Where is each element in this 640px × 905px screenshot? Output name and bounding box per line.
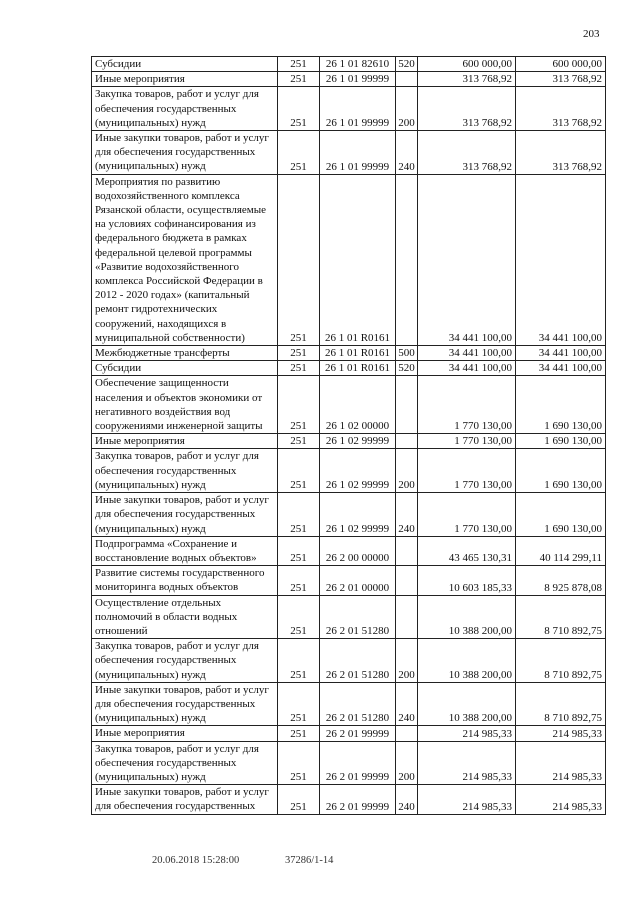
row-amount-actual: 34 441 100,00 xyxy=(516,346,606,361)
row-department-code: 251 xyxy=(278,131,320,175)
row-target-article: 26 2 01 99999 xyxy=(320,785,396,814)
table-row xyxy=(92,346,606,361)
row-target-article: 26 1 02 99999 xyxy=(320,449,396,493)
row-amount-actual: 214 985,33 xyxy=(516,741,606,785)
row-amount-actual: 214 985,33 xyxy=(516,785,606,814)
footer-datetime: 20.06.2018 15:28:00 xyxy=(152,855,240,866)
row-amount-plan: 214 985,33 xyxy=(418,741,516,785)
row-target-article: 26 1 01 R0161 xyxy=(320,346,396,361)
row-amount-actual: 600 000,00 xyxy=(516,57,606,72)
row-department-code: 251 xyxy=(278,361,320,376)
row-department-code: 251 xyxy=(278,566,320,595)
row-amount-plan: 214 985,33 xyxy=(418,726,516,741)
row-amount-actual: 8 710 892,75 xyxy=(516,595,606,639)
row-expense-type: 500 xyxy=(396,346,418,361)
row-department-code: 251 xyxy=(278,595,320,639)
row-expense-type: 200 xyxy=(396,87,418,131)
page-number: 203 xyxy=(583,28,600,40)
row-name: Закупка товаров, работ и услуг для обеспечения государственных (муниципальных) нужд xyxy=(92,87,278,131)
row-expense-type: 240 xyxy=(396,493,418,537)
row-expense-type xyxy=(396,72,418,87)
row-target-article: 26 1 02 99999 xyxy=(320,493,396,537)
row-expense-type: 520 xyxy=(396,361,418,376)
row-amount-actual: 1 690 130,00 xyxy=(516,449,606,493)
table-row xyxy=(92,536,606,565)
table-row xyxy=(92,682,606,726)
row-amount-actual: 1 690 130,00 xyxy=(516,493,606,537)
row-amount-plan: 313 768,92 xyxy=(418,131,516,175)
row-name: Закупка товаров, работ и услуг для обеспечения государственных (муниципальных) нужд xyxy=(92,639,278,683)
row-amount-actual: 8 925 878,08 xyxy=(516,566,606,595)
row-expense-type xyxy=(396,595,418,639)
row-target-article: 26 1 01 R0161 xyxy=(320,361,396,376)
row-amount-plan: 10 388 200,00 xyxy=(418,595,516,639)
row-amount-actual: 1 690 130,00 xyxy=(516,434,606,449)
row-target-article: 26 1 01 82610 xyxy=(320,57,396,72)
table-row xyxy=(92,72,606,87)
row-expense-type xyxy=(396,174,418,345)
row-expense-type: 240 xyxy=(396,785,418,814)
row-name: Иные закупки товаров, работ и услуг для обеспечения государственных (муниципальных) нужд xyxy=(92,493,278,537)
footer-document-code: 37286/1-14 xyxy=(285,855,334,866)
row-target-article: 26 1 01 99999 xyxy=(320,87,396,131)
table-row xyxy=(92,595,606,639)
row-target-article: 26 1 01 R0161 xyxy=(320,174,396,345)
row-department-code: 251 xyxy=(278,434,320,449)
row-department-code: 251 xyxy=(278,493,320,537)
row-amount-plan: 10 388 200,00 xyxy=(418,639,516,683)
row-name: Закупка товаров, работ и услуг для обеспечения государственных (муниципальных) нужд xyxy=(92,741,278,785)
row-amount-plan: 313 768,92 xyxy=(418,87,516,131)
row-target-article: 26 2 01 51280 xyxy=(320,595,396,639)
row-amount-plan: 10 388 200,00 xyxy=(418,682,516,726)
row-expense-type: 200 xyxy=(396,741,418,785)
table-row xyxy=(92,131,606,175)
row-amount-actual: 34 441 100,00 xyxy=(516,174,606,345)
row-amount-plan: 34 441 100,00 xyxy=(418,361,516,376)
row-department-code: 251 xyxy=(278,72,320,87)
row-amount-plan: 1 770 130,00 xyxy=(418,376,516,434)
row-target-article: 26 1 01 99999 xyxy=(320,72,396,87)
row-name: Субсидии xyxy=(92,57,278,72)
row-department-code: 251 xyxy=(278,57,320,72)
row-expense-type: 200 xyxy=(396,639,418,683)
row-department-code: 251 xyxy=(278,785,320,814)
row-department-code: 251 xyxy=(278,376,320,434)
row-amount-plan: 1 770 130,00 xyxy=(418,434,516,449)
table-row xyxy=(92,376,606,434)
row-name: Межбюджетные трансферты xyxy=(92,346,278,361)
row-name: Иные мероприятия xyxy=(92,434,278,449)
row-department-code: 251 xyxy=(278,741,320,785)
table-row xyxy=(92,57,606,72)
row-department-code: 251 xyxy=(278,726,320,741)
row-name: Субсидии xyxy=(92,361,278,376)
row-target-article: 26 1 01 99999 xyxy=(320,131,396,175)
table-row xyxy=(92,449,606,493)
row-amount-plan: 10 603 185,33 xyxy=(418,566,516,595)
table-row xyxy=(92,361,606,376)
row-name: Иные закупки товаров, работ и услуг для обеспечения государственных (муниципальных) нужд xyxy=(92,682,278,726)
row-department-code: 251 xyxy=(278,87,320,131)
row-amount-actual: 34 441 100,00 xyxy=(516,361,606,376)
table-row xyxy=(92,785,606,814)
budget-table-body xyxy=(92,57,606,815)
row-amount-plan: 600 000,00 xyxy=(418,57,516,72)
row-department-code: 251 xyxy=(278,682,320,726)
row-target-article: 26 2 01 51280 xyxy=(320,682,396,726)
row-amount-plan: 1 770 130,00 xyxy=(418,493,516,537)
table-row xyxy=(92,434,606,449)
row-amount-actual: 313 768,92 xyxy=(516,131,606,175)
row-expense-type xyxy=(396,726,418,741)
row-expense-type xyxy=(396,536,418,565)
row-target-article: 26 2 00 00000 xyxy=(320,536,396,565)
row-amount-actual: 214 985,33 xyxy=(516,726,606,741)
row-target-article: 26 2 01 99999 xyxy=(320,741,396,785)
row-target-article: 26 2 01 51280 xyxy=(320,639,396,683)
row-name: Иные мероприятия xyxy=(92,726,278,741)
row-target-article: 26 2 01 00000 xyxy=(320,566,396,595)
row-amount-actual: 313 768,92 xyxy=(516,87,606,131)
row-expense-type xyxy=(396,434,418,449)
row-name: Подпрограмма «Сохранение и восстановление водных объектов» xyxy=(92,536,278,565)
row-department-code: 251 xyxy=(278,536,320,565)
row-amount-actual: 1 690 130,00 xyxy=(516,376,606,434)
row-amount-actual: 40 114 299,11 xyxy=(516,536,606,565)
row-expense-type xyxy=(396,566,418,595)
row-expense-type: 240 xyxy=(396,131,418,175)
row-amount-plan: 1 770 130,00 xyxy=(418,449,516,493)
row-amount-actual: 313 768,92 xyxy=(516,72,606,87)
table-row xyxy=(92,87,606,131)
row-target-article: 26 1 02 99999 xyxy=(320,434,396,449)
row-name: Мероприятия по развитию водохозяйственного комплекса Рязанской области, осуществляемые на условиях софинансирования из федерального бюджета в рамках федеральной целевой программы «Развитие водохозяйственного комплекса Российской Федерации в 2012 - 2020 годах» (капитальный ремонт гидротехнических сооружений, находящихся в муниципальной собственности) xyxy=(92,174,278,345)
row-target-article: 26 2 01 99999 xyxy=(320,726,396,741)
row-amount-plan: 43 465 130,31 xyxy=(418,536,516,565)
table-row xyxy=(92,566,606,595)
row-department-code: 251 xyxy=(278,346,320,361)
row-department-code: 251 xyxy=(278,449,320,493)
table-row xyxy=(92,639,606,683)
row-department-code: 251 xyxy=(278,639,320,683)
row-expense-type: 520 xyxy=(396,57,418,72)
row-name: Иные закупки товаров, работ и услуг для обеспечения государственных xyxy=(92,785,278,814)
row-name: Закупка товаров, работ и услуг для обеспечения государственных (муниципальных) нужд xyxy=(92,449,278,493)
row-expense-type: 200 xyxy=(396,449,418,493)
row-amount-actual: 8 710 892,75 xyxy=(516,639,606,683)
row-name: Иные мероприятия xyxy=(92,72,278,87)
table-row xyxy=(92,741,606,785)
table-row xyxy=(92,726,606,741)
row-amount-plan: 214 985,33 xyxy=(418,785,516,814)
table-row xyxy=(92,493,606,537)
row-expense-type: 240 xyxy=(396,682,418,726)
row-amount-plan: 34 441 100,00 xyxy=(418,346,516,361)
row-target-article: 26 1 02 00000 xyxy=(320,376,396,434)
table-row xyxy=(92,174,606,345)
row-name: Осуществление отдельных полномочий в области водных отношений xyxy=(92,595,278,639)
row-department-code: 251 xyxy=(278,174,320,345)
row-name: Обеспечение защищенности населения и объектов экономики от негативного воздействия вод сооружениями инженерной защиты xyxy=(92,376,278,434)
budget-table xyxy=(91,56,606,815)
row-amount-plan: 34 441 100,00 xyxy=(418,174,516,345)
row-name: Развитие системы государственного мониторинга водных объектов xyxy=(92,566,278,595)
row-amount-actual: 8 710 892,75 xyxy=(516,682,606,726)
row-name: Иные закупки товаров, работ и услуг для обеспечения государственных (муниципальных) нужд xyxy=(92,131,278,175)
row-amount-plan: 313 768,92 xyxy=(418,72,516,87)
row-expense-type xyxy=(396,376,418,434)
